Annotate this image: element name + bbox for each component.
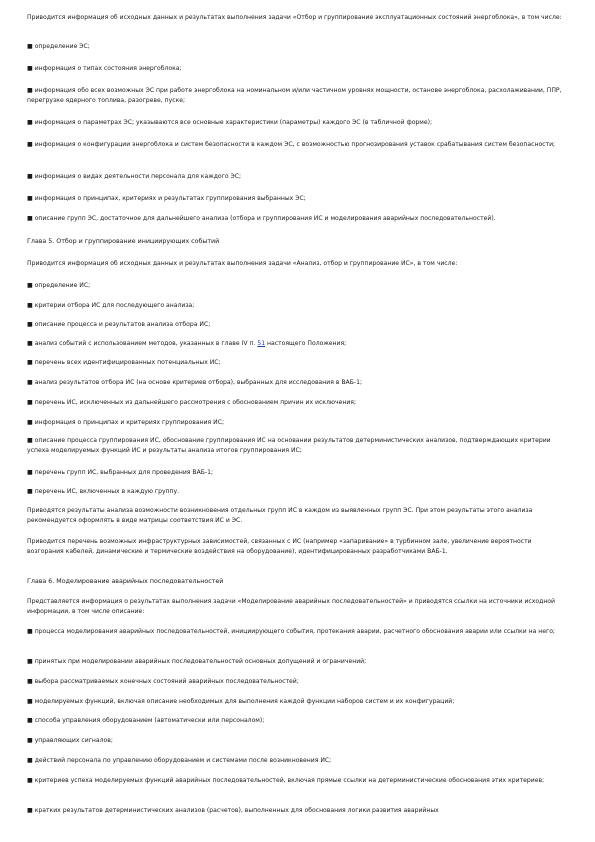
paragraph: Приводятся результаты анализа возможности возникновения отдельных групп ИС в каждом из выявленных групп ЭС. При этом результаты этого анализа рекомендуется оформлять в виде матрицы соответствия ИС и ЭС. xyxy=(27,507,533,524)
list-item: ■ перечень групп ИС, выбранных для проведения ВАБ-1; xyxy=(27,469,214,476)
list-item: ■ перечень ИС, включенных в каждую группу. xyxy=(27,488,180,495)
list-item: ■ действий персонала по управлению оборудованием и системами после возникновения ИС; xyxy=(27,757,332,764)
list-item: ■ описание процесса группирования ИС, обоснование группирования ИС на основании результатов детерминистических анализов, подтверждающих критерии успеха моделируемых функций ИС и результаты анализа итогов группирования ИС; xyxy=(27,437,551,454)
list-item: ■ определение ЭС; xyxy=(27,43,90,50)
clause-link[interactable]: 51 xyxy=(257,340,266,347)
list-item: ■ моделируемых функций, включая описание необходимых для выполнения каждой функции наборов систем и их конфигураций; xyxy=(27,698,455,705)
list-item: ■ выбора рассматриваемых конечных состояний аварийных последовательностей; xyxy=(27,678,299,685)
list-item: ■ информация о принципах и критериях группирования ИС; xyxy=(27,419,225,426)
list-item: ■ информация о принципах, критериях и результатах группирования выбранных ЭС; xyxy=(27,195,306,202)
paragraph: Приводится перечень возможных инфраструктурных зависимостей, связанных с ИС (например «запаривание» в турбинном зале, увеличение вероятности возгорания кабелей, динамические и термические воздействия на оборудование), идентифицированных разработчиками ВАБ-1. xyxy=(27,538,532,555)
list-item-text: ■ анализ событий с использованием методов, указанных в главе IV п. xyxy=(27,340,258,347)
list-item: ■ способа управления оборудованием (автоматически или персоналом); xyxy=(27,717,265,724)
list-item: ■ перечень всех идентифицированных потенциальных ИС; xyxy=(27,359,221,366)
list-item: ■ перечень ИС, исключенных из дальнейшего рассмотрения с обоснованием причин их исключения; xyxy=(27,399,357,406)
section-heading: Глава 6. Моделирование аварийных последовательностей xyxy=(27,578,224,585)
list-item: ■ определение ИС; xyxy=(27,282,91,289)
paragraph: Приводится информация об исходных данных и результатах выполнения задачи «Анализ, отбор и группирование ИС», в том числе: xyxy=(27,260,458,267)
paragraph: Представляется информация о результатах выполнения задачи «Моделирование аварийных последовательностей» и приводятся ссылки на источники исходной информации, в том числе описание: xyxy=(27,598,555,615)
section-heading: Глава 5. Отбор и группирование инициирующих событий xyxy=(27,238,220,245)
list-item: ■ анализ результатов отбора ИС (на основе критериев отбора), выбранных для исследования в ВАБ-1; xyxy=(27,379,363,386)
list-item: ■ кратких результатов детерминистических анализов (расчетов), выполненных для обоснования логики развития аварийных xyxy=(27,807,439,814)
list-item: ■ процесса моделирования аварийных последовательностей, инициирующего события, протекания аварии, расчетного обоснования аварии или ссылки на него; xyxy=(27,628,555,635)
list-item-text: настоящего Положения; xyxy=(265,340,347,347)
list-item: ■ принятых при моделировании аварийных последовательностей основных допущений и ограничений; xyxy=(27,658,367,665)
list-item: ■ информация о конфигурации энергоблока и систем безопасности в каждом ЭС, с возможностью прогнозирования уставок срабатывания систем безопасности; xyxy=(27,141,556,148)
list-item: ■ описание групп ЭС, достаточное для дальнейшего анализа (отбора и группирования ИС и моделирования аварийных последовательностей). xyxy=(27,215,496,222)
list-item: ■ информация обо всех возможных ЭС при работе энергоблока на номинальном и/или частичном уровнях мощности, останове энергоблока, расхолаживании, ППР, перегрузке ядерного топлива, разогреве, пуске; xyxy=(27,87,562,104)
list-item xyxy=(27,339,563,349)
paragraph: Приводится информация об исходных данных и результатах выполнения задачи «Отбор и группирование эксплуатационных состояний энергоблока», в том числе: xyxy=(27,14,562,21)
list-item: ■ информация о видах деятельности персонала для каждого ЭС; xyxy=(27,173,242,180)
list-item: ■ управляющих сигналов; xyxy=(27,737,113,744)
list-item: ■ информация о параметрах ЭС; указываются все основные характеристики (параметры) каждого ЭС (в табличной форме); xyxy=(27,119,433,126)
list-item: ■ критерии отбора ИС для последующего анализа; xyxy=(27,302,195,309)
list-item: ■ описание процесса и результатов анализа отбора ИС; xyxy=(27,321,211,328)
list-item: ■ критериев успеха моделируемых функций аварийных последовательностей, включая прямые ссылки на детерминистические обоснования этих критериев; xyxy=(27,777,545,784)
list-item: ■ информация о типах состояния энергоблока; xyxy=(27,65,182,72)
